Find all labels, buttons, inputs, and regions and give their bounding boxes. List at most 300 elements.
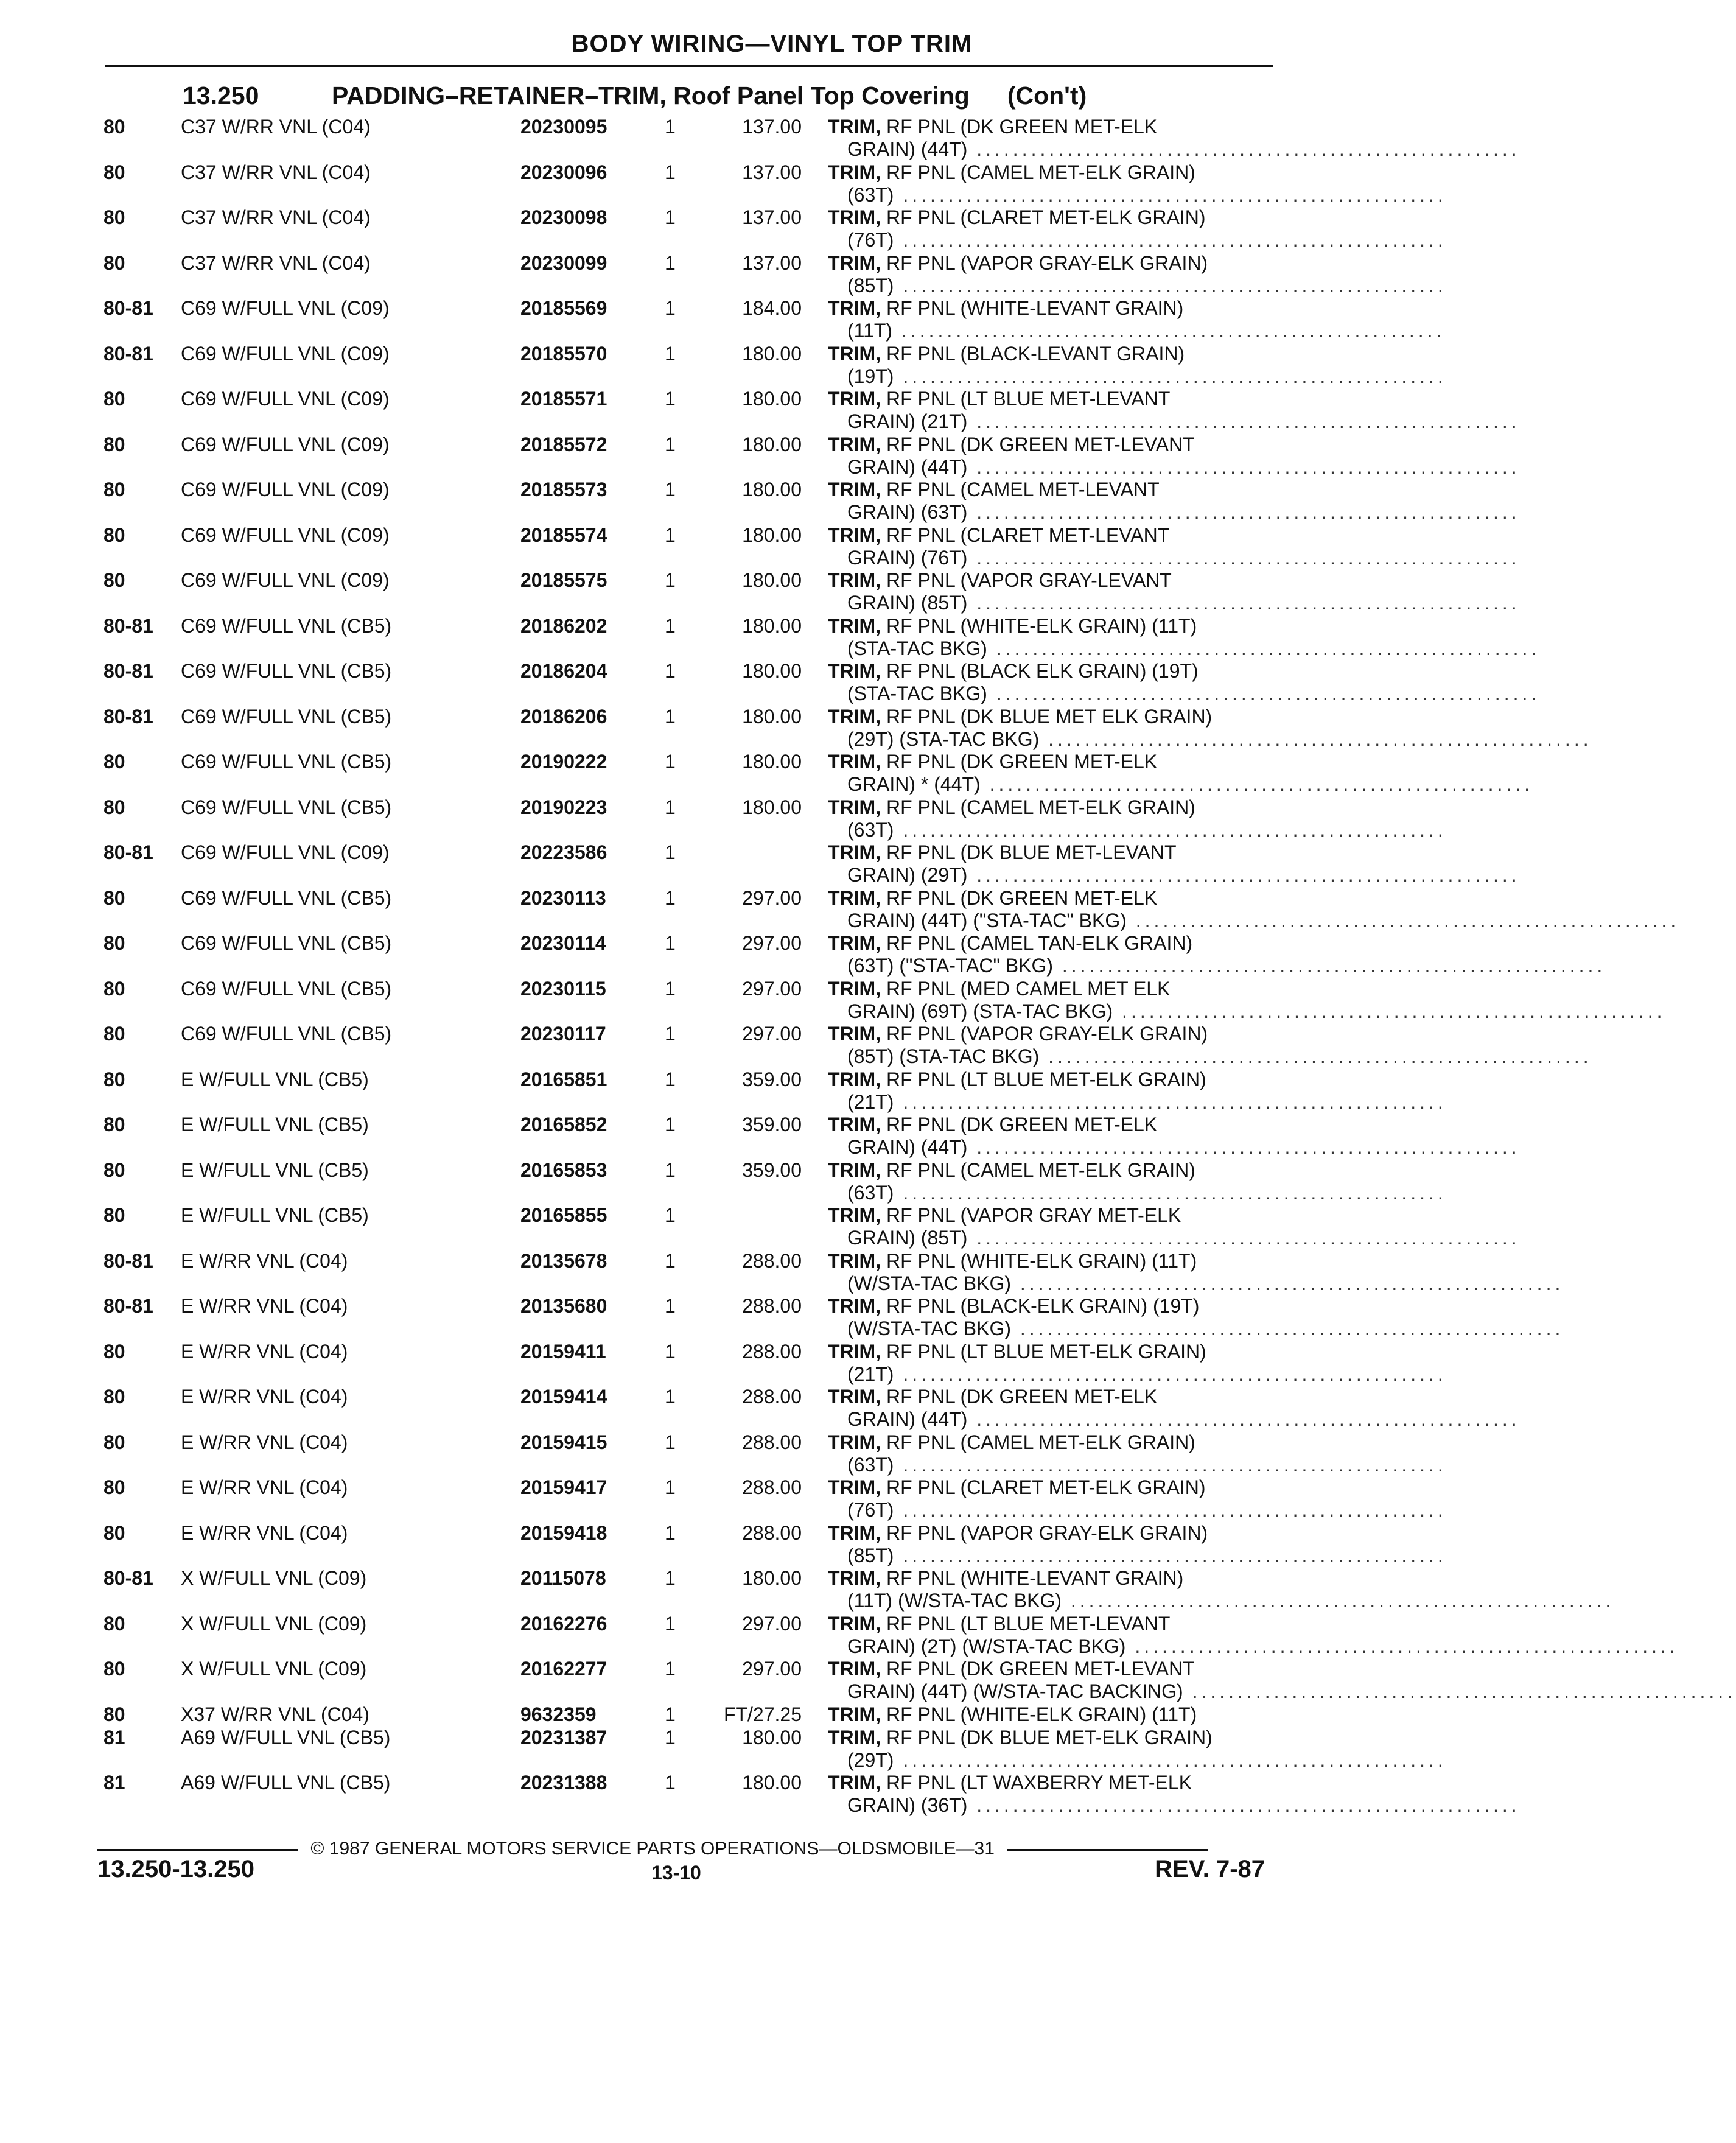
part-number: 20190222 — [520, 751, 607, 773]
quantity: 1 — [665, 1476, 676, 1498]
model-usage: C69 W/FULL VNL (CB5) — [181, 796, 392, 818]
leader-dots: ............................................................ — [1052, 955, 1606, 977]
table-row — [0, 1476, 1539, 1522]
description-line-2 — [828, 1590, 1615, 1612]
leader-dots: ............................................................ — [894, 229, 1447, 251]
model-usage: C69 W/FULL VNL (CB5) — [181, 751, 392, 773]
quantity: 1 — [665, 1159, 676, 1181]
description-line-1 — [828, 1658, 1272, 1680]
table-row — [0, 1341, 1539, 1386]
part-number: 20165851 — [520, 1068, 607, 1090]
leader-dots: ............................................................ — [1061, 1590, 1615, 1612]
model-year: 80 — [103, 161, 125, 183]
description-text: RF PNL (LT BLUE MET-LEVANT — [886, 1612, 1171, 1635]
trim-label: TRIM, — [828, 660, 881, 682]
model-usage: C37 W/RR VNL (C04) — [181, 161, 371, 183]
quantity: 1 — [665, 388, 676, 410]
description-line-2 — [828, 1090, 1447, 1114]
table-row — [0, 1727, 1539, 1772]
description-line-1 — [828, 796, 1272, 819]
description-text-2: (19T) — [847, 365, 894, 387]
description-text-2: GRAIN) (21T) — [847, 410, 968, 432]
quantity: 1 — [665, 1658, 676, 1680]
description-line-1 — [828, 615, 1272, 637]
trim-label: TRIM, — [828, 1249, 881, 1272]
model-year: 80 — [103, 1703, 125, 1725]
description — [828, 796, 1447, 841]
model-usage: E W/RR VNL (C04) — [181, 1386, 348, 1408]
table-row — [0, 388, 1539, 433]
trim-label: TRIM, — [828, 1431, 881, 1453]
leader-dots: ............................................................ — [1125, 1635, 1679, 1657]
description-text: RF PNL (WHITE-ELK GRAIN) (11T) — [886, 1703, 1197, 1725]
quantity: 1 — [665, 524, 676, 546]
description-line-2 — [828, 864, 1521, 886]
description — [828, 1159, 1447, 1204]
description-line-2 — [828, 1499, 1447, 1521]
table-row — [0, 1114, 1539, 1159]
trim-label: TRIM, — [828, 1612, 881, 1635]
part-number: 20230096 — [520, 161, 607, 183]
table-row — [0, 1204, 1539, 1250]
model-usage: C69 W/FULL VNL (CB5) — [181, 886, 392, 909]
quantity: 1 — [665, 751, 676, 773]
model-year: 80 — [103, 433, 125, 455]
price: 288.00 — [742, 1431, 802, 1453]
description — [828, 1249, 1564, 1295]
part-number: 20185572 — [520, 433, 607, 455]
model-usage: E W/FULL VNL (CB5) — [181, 1204, 369, 1226]
description-text: RF PNL (CAMEL MET-ELK GRAIN) — [886, 1431, 1195, 1453]
leader-dots: ............................................................ — [987, 682, 1541, 704]
description-line-1 — [828, 343, 1272, 365]
copyright-text: © 1987 GENERAL MOTORS SERVICE PARTS OPERATIONS—OLDSMOBILE—31 — [310, 1839, 995, 1859]
description-line-1 — [828, 706, 1272, 728]
price: 180.00 — [742, 1567, 802, 1589]
trim-label: TRIM, — [828, 1114, 881, 1135]
trim-label: TRIM, — [828, 1476, 881, 1498]
description — [828, 1726, 1447, 1772]
price: 297.00 — [742, 1658, 802, 1680]
description-line-1 — [828, 1341, 1272, 1363]
model-usage: C37 W/RR VNL (C04) — [181, 206, 371, 228]
trim-label: TRIM, — [828, 1159, 881, 1181]
price: 288.00 — [742, 1249, 802, 1272]
description-text-2: GRAIN) (2T) (W/STA-TAC BKG) — [847, 1635, 1126, 1657]
description — [828, 1114, 1521, 1159]
part-number: 20115078 — [520, 1567, 606, 1589]
quantity: 1 — [665, 1726, 676, 1748]
description-text-2: (63T) — [847, 818, 894, 841]
description-line-1 — [828, 1295, 1272, 1317]
trim-label: TRIM, — [828, 433, 881, 455]
description-text-2: GRAIN) (44T) — [847, 138, 968, 160]
quantity: 1 — [665, 660, 676, 682]
description-line-1 — [828, 116, 1272, 138]
model-year: 80 — [103, 1612, 125, 1635]
model-year: 80-81 — [103, 342, 153, 365]
part-number: 20185569 — [520, 297, 607, 319]
description-text-2: GRAIN) (44T) — [847, 1136, 968, 1158]
table-row — [0, 1431, 1539, 1477]
part-number: 20231388 — [520, 1772, 607, 1794]
table-row — [0, 206, 1539, 252]
table-row — [0, 1249, 1564, 1296]
description-line-2 — [828, 274, 1447, 297]
model-year: 80-81 — [103, 1567, 153, 1589]
trim-label: TRIM, — [828, 569, 881, 591]
description-line-2 — [828, 455, 1521, 479]
model-year: 80 — [103, 1658, 125, 1680]
trim-label: TRIM, — [828, 796, 881, 818]
price: 137.00 — [742, 206, 802, 228]
description-line-1 — [828, 1522, 1272, 1545]
part-number: 20159415 — [520, 1431, 607, 1453]
trim-label: TRIM, — [828, 297, 881, 319]
description-line-2 — [828, 1000, 1666, 1023]
quantity: 1 — [665, 1386, 676, 1408]
description — [828, 751, 1534, 796]
description-line-2 — [828, 320, 1446, 342]
trim-label: TRIM, — [828, 388, 881, 410]
trim-label: TRIM, — [828, 886, 881, 909]
quantity: 1 — [665, 116, 676, 138]
table-row — [0, 796, 1539, 842]
description-text: RF PNL (DK GREEN MET-ELK — [886, 116, 1158, 138]
description-text-2: (29T) — [847, 1748, 894, 1771]
description — [828, 886, 1680, 932]
description-text-2: GRAIN) (29T) — [847, 864, 968, 886]
description-line-1 — [828, 524, 1272, 547]
leader-dots: ............................................................ — [894, 1181, 1447, 1204]
description-text-2: (85T) — [847, 274, 894, 296]
model-year: 80 — [103, 977, 125, 1000]
description-text-2: (63T) — [847, 1181, 894, 1204]
description-line-2 — [828, 546, 1521, 569]
trim-label: TRIM, — [828, 932, 881, 954]
description-text: RF PNL (DK GREEN MET-LEVANT — [886, 1658, 1195, 1680]
model-usage: A69 W/FULL VNL (CB5) — [181, 1772, 391, 1794]
description-line-2 — [828, 501, 1521, 524]
model-usage: C69 W/FULL VNL (C09) — [181, 524, 390, 546]
description-line-1 — [828, 388, 1272, 410]
price: 359.00 — [742, 1159, 802, 1181]
part-number: 20185573 — [520, 479, 607, 500]
description — [828, 705, 1592, 751]
model-year: 80 — [103, 1521, 125, 1544]
price: 180.00 — [742, 524, 802, 546]
description-text-2: (29T) (STA-TAC BKG) — [847, 728, 1040, 750]
leader-dots: ............................................................ — [967, 546, 1521, 569]
price: 180.00 — [742, 479, 802, 500]
description-text-2: (85T) — [847, 1544, 894, 1566]
model-usage: C69 W/FULL VNL (CB5) — [181, 977, 392, 1000]
description — [828, 1386, 1521, 1431]
price: FT/27.25 — [723, 1703, 802, 1725]
leader-dots: ............................................................ — [987, 637, 1541, 659]
description-line-2 — [828, 138, 1521, 161]
price: 288.00 — [742, 1476, 802, 1498]
leader-dots: ............................................................ — [894, 183, 1447, 206]
leader-dots: ............................................................ — [1039, 728, 1592, 750]
description-line-2 — [828, 1680, 1736, 1703]
description-text: RF PNL (CLARET MET-ELK GRAIN) — [886, 206, 1206, 228]
model-usage: E W/FULL VNL (CB5) — [181, 1068, 369, 1090]
trim-label: TRIM, — [828, 1567, 881, 1589]
trim-label: TRIM, — [828, 751, 881, 773]
quantity: 1 — [665, 1068, 676, 1090]
description-text: RF PNL (BLACK ELK GRAIN) (19T) — [886, 660, 1199, 682]
trim-label: TRIM, — [828, 977, 881, 1000]
quantity: 1 — [665, 841, 676, 863]
table-row — [0, 479, 1539, 524]
trim-label: TRIM, — [828, 479, 881, 500]
model-usage: C69 W/FULL VNL (CB5) — [181, 660, 392, 682]
quantity: 1 — [665, 342, 676, 365]
description — [828, 433, 1521, 479]
description — [828, 297, 1446, 342]
description-text: RF PNL (CAMEL MET-LEVANT — [886, 479, 1160, 500]
description-line-2 — [828, 1272, 1564, 1295]
price: 180.00 — [742, 1772, 802, 1794]
price: 180.00 — [742, 1726, 802, 1748]
price: 180.00 — [742, 433, 802, 455]
quantity: 1 — [665, 1521, 676, 1544]
description-line-2 — [828, 1748, 1447, 1772]
section-heading — [183, 82, 1087, 110]
price: 297.00 — [742, 1612, 802, 1635]
description-line-2 — [828, 1794, 1521, 1817]
table-row — [0, 1023, 1592, 1068]
model-usage: A69 W/FULL VNL (CB5) — [181, 1726, 391, 1748]
price: 297.00 — [742, 932, 802, 954]
part-number: 20185571 — [520, 388, 607, 410]
description-text-2: (11T) (W/STA-TAC BKG) — [847, 1590, 1062, 1612]
quantity: 1 — [665, 1567, 676, 1589]
trim-label: TRIM, — [828, 1386, 881, 1408]
trim-label: TRIM, — [828, 1340, 881, 1363]
leader-dots: ............................................................ — [892, 320, 1446, 342]
description-text: RF PNL (MED CAMEL MET ELK — [886, 977, 1171, 1000]
description-line-1 — [828, 1068, 1272, 1091]
part-number: 20230117 — [520, 1023, 606, 1045]
description-line-1 — [828, 161, 1272, 184]
part-number: 20185570 — [520, 342, 607, 365]
leader-dots: ............................................................ — [967, 1794, 1521, 1816]
table-row — [0, 1703, 1539, 1727]
model-usage: E W/RR VNL (C04) — [181, 1431, 348, 1453]
leader-dots: ............................................................ — [967, 1227, 1521, 1249]
description-text: RF PNL (CAMEL MET-ELK GRAIN) — [886, 796, 1195, 818]
quantity: 1 — [665, 1023, 676, 1045]
description — [828, 388, 1521, 433]
model-year: 80-81 — [103, 1295, 153, 1317]
description-text-2: (63T) ("STA-TAC" BKG) — [847, 955, 1053, 977]
part-number: 20162276 — [520, 1612, 607, 1635]
table-row — [0, 1386, 1539, 1431]
description-text: RF PNL (BLACK-LEVANT GRAIN) — [886, 342, 1185, 365]
description — [828, 1658, 1736, 1703]
table-row — [0, 297, 1539, 343]
model-year: 80-81 — [103, 1249, 153, 1272]
description-text-2: GRAIN) (36T) — [847, 1794, 968, 1816]
parts-table — [0, 116, 1736, 1817]
trim-label: TRIM, — [828, 1521, 881, 1544]
quantity: 1 — [665, 1431, 676, 1453]
quantity: 1 — [665, 479, 676, 500]
part-number: 20165855 — [520, 1204, 607, 1226]
description-line-1 — [828, 1772, 1272, 1794]
part-number: 20231387 — [520, 1726, 607, 1748]
price: 137.00 — [742, 116, 802, 138]
leader-dots: ............................................................ — [894, 1748, 1447, 1771]
trim-label: TRIM, — [828, 841, 881, 863]
description-text-2: (76T) — [847, 229, 894, 251]
leader-dots: ............................................................ — [1039, 1045, 1592, 1067]
description-line-2 — [828, 183, 1447, 206]
part-number: 20185574 — [520, 524, 607, 546]
price: 288.00 — [742, 1521, 802, 1544]
table-row — [0, 569, 1539, 615]
description-line-1 — [828, 206, 1272, 229]
section-title: PADDING–RETAINER–TRIM, Roof Panel Top Covering — [332, 82, 970, 110]
table-row — [0, 751, 1539, 796]
model-year: 80-81 — [103, 841, 153, 863]
model-year: 80-81 — [103, 660, 153, 682]
description-line-1 — [828, 1431, 1272, 1454]
model-year: 80 — [103, 1340, 125, 1363]
model-year: 80 — [103, 932, 125, 954]
quantity: 1 — [665, 433, 676, 455]
table-row — [0, 705, 1592, 751]
description — [828, 1204, 1521, 1249]
model-usage: C37 W/RR VNL (C04) — [181, 251, 371, 274]
price: 180.00 — [742, 751, 802, 773]
description-line-1 — [828, 978, 1272, 1000]
quantity: 1 — [665, 569, 676, 591]
description-text-2: (76T) — [847, 1499, 894, 1521]
description-line-1 — [828, 1114, 1272, 1136]
description-text-2: (63T) — [847, 1453, 894, 1476]
part-number: 20165853 — [520, 1159, 607, 1181]
model-year: 80 — [103, 1476, 125, 1498]
description-line-1 — [828, 1204, 1272, 1227]
description-text: RF PNL (DK GREEN MET-ELK — [886, 1114, 1158, 1135]
description-text-2: (STA-TAC BKG) — [847, 637, 987, 659]
description — [828, 116, 1521, 161]
description — [828, 1023, 1592, 1068]
description-line-2 — [828, 1181, 1447, 1204]
price: 180.00 — [742, 569, 802, 591]
quantity: 1 — [665, 1772, 676, 1794]
quantity: 1 — [665, 206, 676, 228]
description — [828, 161, 1447, 206]
description-text-2: (21T) — [847, 1090, 894, 1113]
model-usage: C37 W/RR VNL (C04) — [181, 116, 371, 138]
part-number: 20159418 — [520, 1521, 607, 1544]
quantity: 1 — [665, 1703, 676, 1725]
price: 180.00 — [742, 796, 802, 818]
model-usage: E W/RR VNL (C04) — [181, 1340, 348, 1363]
trim-label: TRIM, — [828, 342, 881, 365]
description-text-2: (21T) — [847, 1363, 894, 1385]
leader-dots: ............................................................ — [1011, 1272, 1564, 1294]
description-line-1 — [828, 1023, 1272, 1045]
part-number: 20135678 — [520, 1249, 607, 1272]
model-year: 80 — [103, 479, 125, 500]
description-line-1 — [828, 433, 1272, 456]
leader-dots: ............................................................ — [894, 274, 1447, 296]
table-row — [0, 1612, 1679, 1658]
price: 180.00 — [742, 705, 802, 728]
part-number: 20230099 — [520, 251, 607, 274]
trim-label: TRIM, — [828, 614, 881, 637]
model-usage: X W/FULL VNL (C09) — [181, 1658, 367, 1680]
description-line-1 — [828, 1727, 1272, 1749]
description-text: RF PNL (VAPOR GRAY-ELK GRAIN) — [886, 1521, 1208, 1544]
table-row — [0, 932, 1606, 978]
description-text-2: GRAIN) (44T) (W/STA-TAC BACKING) — [847, 1680, 1183, 1702]
description-text: RF PNL (VAPOR GRAY-ELK GRAIN) — [886, 251, 1208, 274]
table-row — [0, 1159, 1539, 1205]
description-text: RF PNL (LT BLUE MET-LEVANT — [886, 388, 1171, 410]
description-text: RF PNL (CAMEL MET-ELK GRAIN) — [886, 161, 1195, 183]
quantity: 1 — [665, 1340, 676, 1363]
trim-label: TRIM, — [828, 1726, 881, 1748]
leader-dots: ............................................................ — [967, 501, 1521, 523]
leader-dots: ............................................................ — [967, 1408, 1521, 1430]
price: 359.00 — [742, 1114, 802, 1135]
model-year: 80 — [103, 886, 125, 909]
description-line-2 — [828, 1136, 1521, 1159]
description-line-2 — [828, 1363, 1447, 1386]
description-text-2: GRAIN) (85T) — [847, 1227, 968, 1249]
trim-label: TRIM, — [828, 1658, 881, 1680]
model-year: 80 — [103, 751, 125, 773]
description-line-1 — [828, 479, 1272, 501]
part-number: 20186204 — [520, 660, 607, 682]
description-line-1 — [828, 932, 1272, 955]
model-year: 80 — [103, 116, 125, 138]
description-line-1 — [828, 1567, 1272, 1590]
model-usage: X W/FULL VNL (C09) — [181, 1567, 367, 1589]
price: 297.00 — [742, 977, 802, 1000]
description-line-1 — [828, 252, 1272, 275]
trim-label: TRIM, — [828, 1023, 881, 1045]
trim-label: TRIM, — [828, 206, 881, 228]
trim-label: TRIM, — [828, 1204, 881, 1226]
table-row — [0, 116, 1539, 161]
description — [828, 1772, 1521, 1817]
model-year: 80-81 — [103, 297, 153, 319]
model-usage: C69 W/FULL VNL (CB5) — [181, 614, 392, 637]
trim-label: TRIM, — [828, 705, 881, 728]
leader-dots: ............................................................ — [1011, 1317, 1564, 1339]
page-title-text: BODY WIRING—VINYL TOP TRIM — [571, 30, 973, 57]
description-line-2 — [828, 818, 1447, 841]
description-line-2 — [828, 1045, 1592, 1068]
description — [828, 1612, 1679, 1658]
description-line-1 — [828, 841, 1272, 864]
description-text: RF PNL (VAPOR GRAY-ELK GRAIN) — [886, 1023, 1208, 1045]
model-year: 80 — [103, 206, 125, 228]
description-line-2 — [828, 1544, 1447, 1567]
price: 184.00 — [742, 297, 802, 319]
leader-dots: ............................................................ — [894, 818, 1447, 841]
table-row — [0, 886, 1680, 933]
part-number: 20186206 — [520, 705, 607, 728]
leader-dots: ............................................................ — [894, 1363, 1447, 1385]
